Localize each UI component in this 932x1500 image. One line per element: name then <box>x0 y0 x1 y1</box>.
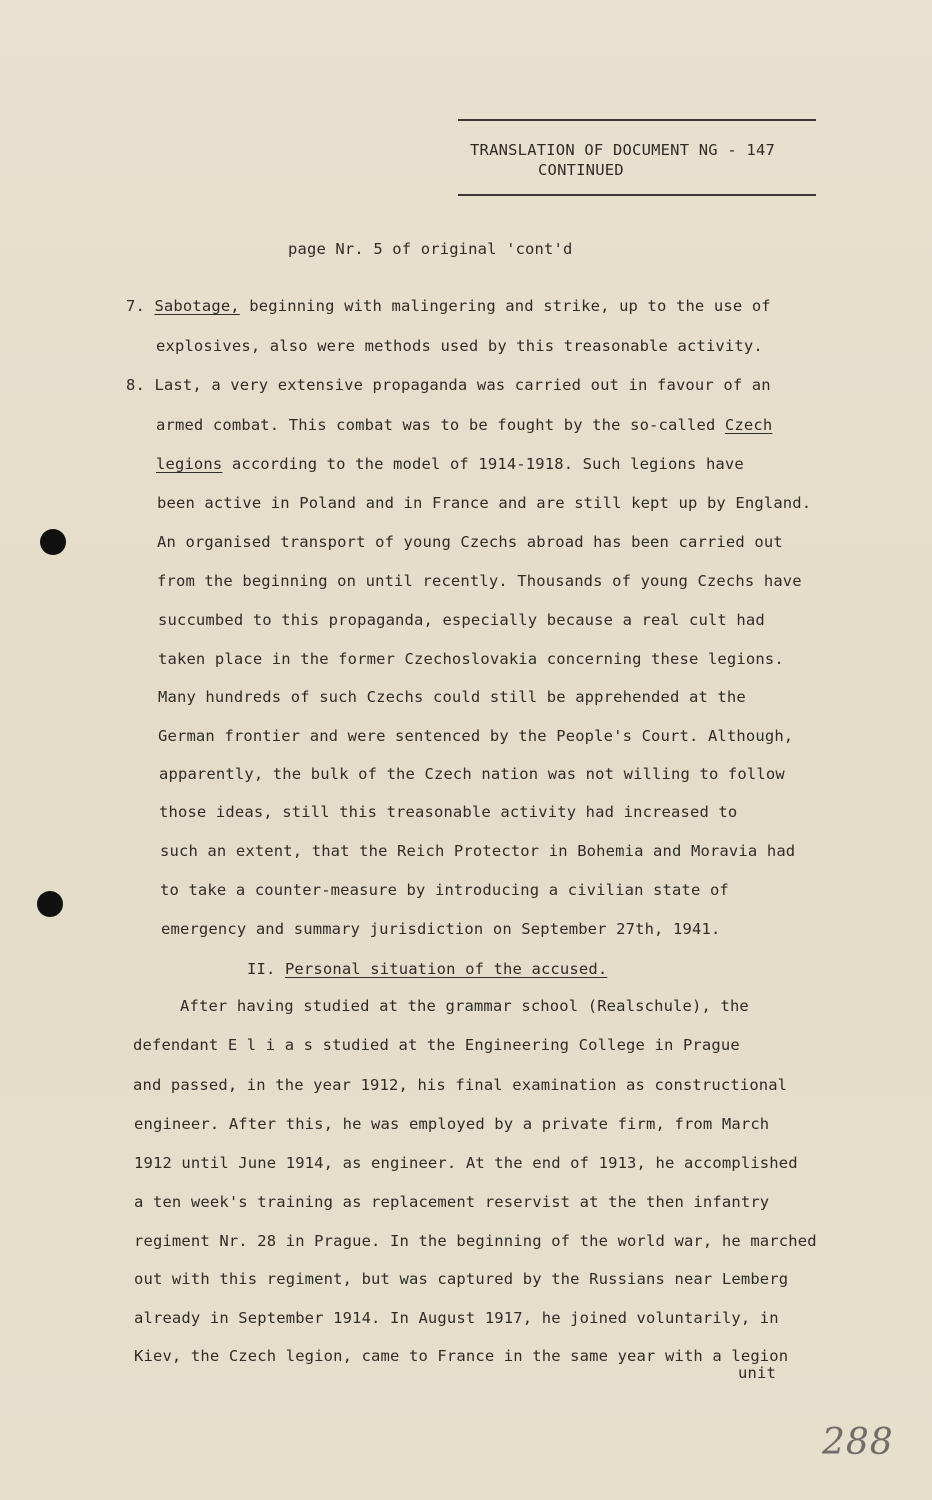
para2-line: After having studied at the grammar school (Realschule), the <box>180 997 749 1015</box>
item8-line3 <box>156 455 744 473</box>
header-subtitle: CONTINUED <box>538 161 624 179</box>
item7-line1-text: beginning with malingering and strike, up to the use of <box>239 297 771 315</box>
header-rule-bottom <box>458 194 816 196</box>
item7-line2: explosives, also were methods used by this treasonable activity. <box>156 337 763 355</box>
item8-line: to take a counter-measure by introducing a civilian state of <box>160 881 729 899</box>
punch-hole <box>40 529 66 555</box>
item8-number: 8. <box>126 376 145 394</box>
header-title: TRANSLATION OF DOCUMENT NG - 147 <box>470 141 776 159</box>
item8-keyword-czech: Czech <box>724 416 773 434</box>
para2-line: Kiev, the Czech legion, came to France in the same year with a legion <box>134 1347 789 1365</box>
header-rule-top <box>458 119 816 121</box>
item8-line1-text: Last, a very extensive propaganda was carried out in favour of an <box>154 376 771 394</box>
para2-line: defendant E l i a s studied at the Engineering College in Prague <box>133 1036 740 1054</box>
para2-line: a ten week's training as replacement reservist at the then infantry <box>134 1193 770 1211</box>
para2-line: engineer. After this, he was employed by a private firm, from March <box>134 1115 770 1133</box>
item7-number: 7. <box>126 297 145 315</box>
item8-line: those ideas, still this treasonable activity had increased to <box>159 803 738 821</box>
section-heading-text: Personal situation of the accused. <box>284 960 608 978</box>
item7-keyword: Sabotage, <box>154 297 240 315</box>
item8-line: emergency and summary jurisdiction on September 27th, 1941. <box>161 920 721 938</box>
section-heading <box>247 960 607 978</box>
item8-line: succumbed to this propaganda, especially because a real cult had <box>158 611 765 629</box>
para2-line: already in September 1914. In August 1917, he joined voluntarily, in <box>134 1309 779 1327</box>
item8-line2 <box>156 416 772 434</box>
section-numeral: II. <box>247 960 285 978</box>
item8-line: taken place in the former Czechoslovakia concerning these legions. <box>158 650 784 668</box>
item8-line: been active in Poland and in France and are still kept up by England. <box>157 494 812 512</box>
page-reference: page Nr. 5 of original 'cont'd <box>288 240 573 258</box>
item8-line: apparently, the bulk of the Czech nation was not willing to follow <box>159 765 785 783</box>
item7-line1 <box>126 297 771 315</box>
para2-line: 1912 until June 1914, as engineer. At the end of 1913, he accomplished <box>134 1154 798 1172</box>
para2-line: regiment Nr. 28 in Prague. In the beginning of the world war, he marched <box>134 1232 817 1250</box>
para2-carry-word: unit <box>738 1364 776 1382</box>
item8-line1 <box>126 376 771 394</box>
item8-line: such an extent, that the Reich Protector in Bohemia and Moravia had <box>160 842 796 860</box>
item8-line: from the beginning on until recently. Thousands of young Czechs have <box>157 572 802 590</box>
para2-line: and passed, in the year 1912, his final examination as constructional <box>133 1076 788 1094</box>
item8-keyword-legions: legions <box>156 455 223 473</box>
item8-line: German frontier and were sentenced by the People's Court. Although, <box>158 727 794 745</box>
punch-hole <box>37 891 63 917</box>
item8-line: Many hundreds of such Czechs could still be apprehended at the <box>158 688 746 706</box>
item8-line3-text: according to the model of 1914-1918. Such legions have <box>222 455 744 473</box>
item8-line2-text: armed combat. This combat was to be fought by the so-called <box>156 416 725 434</box>
para2-line: out with this regiment, but was captured by the Russians near Lemberg <box>134 1270 789 1288</box>
handwritten-folio-number: 288 <box>822 1422 894 1463</box>
item8-line: An organised transport of young Czechs abroad has been carried out <box>157 533 783 551</box>
